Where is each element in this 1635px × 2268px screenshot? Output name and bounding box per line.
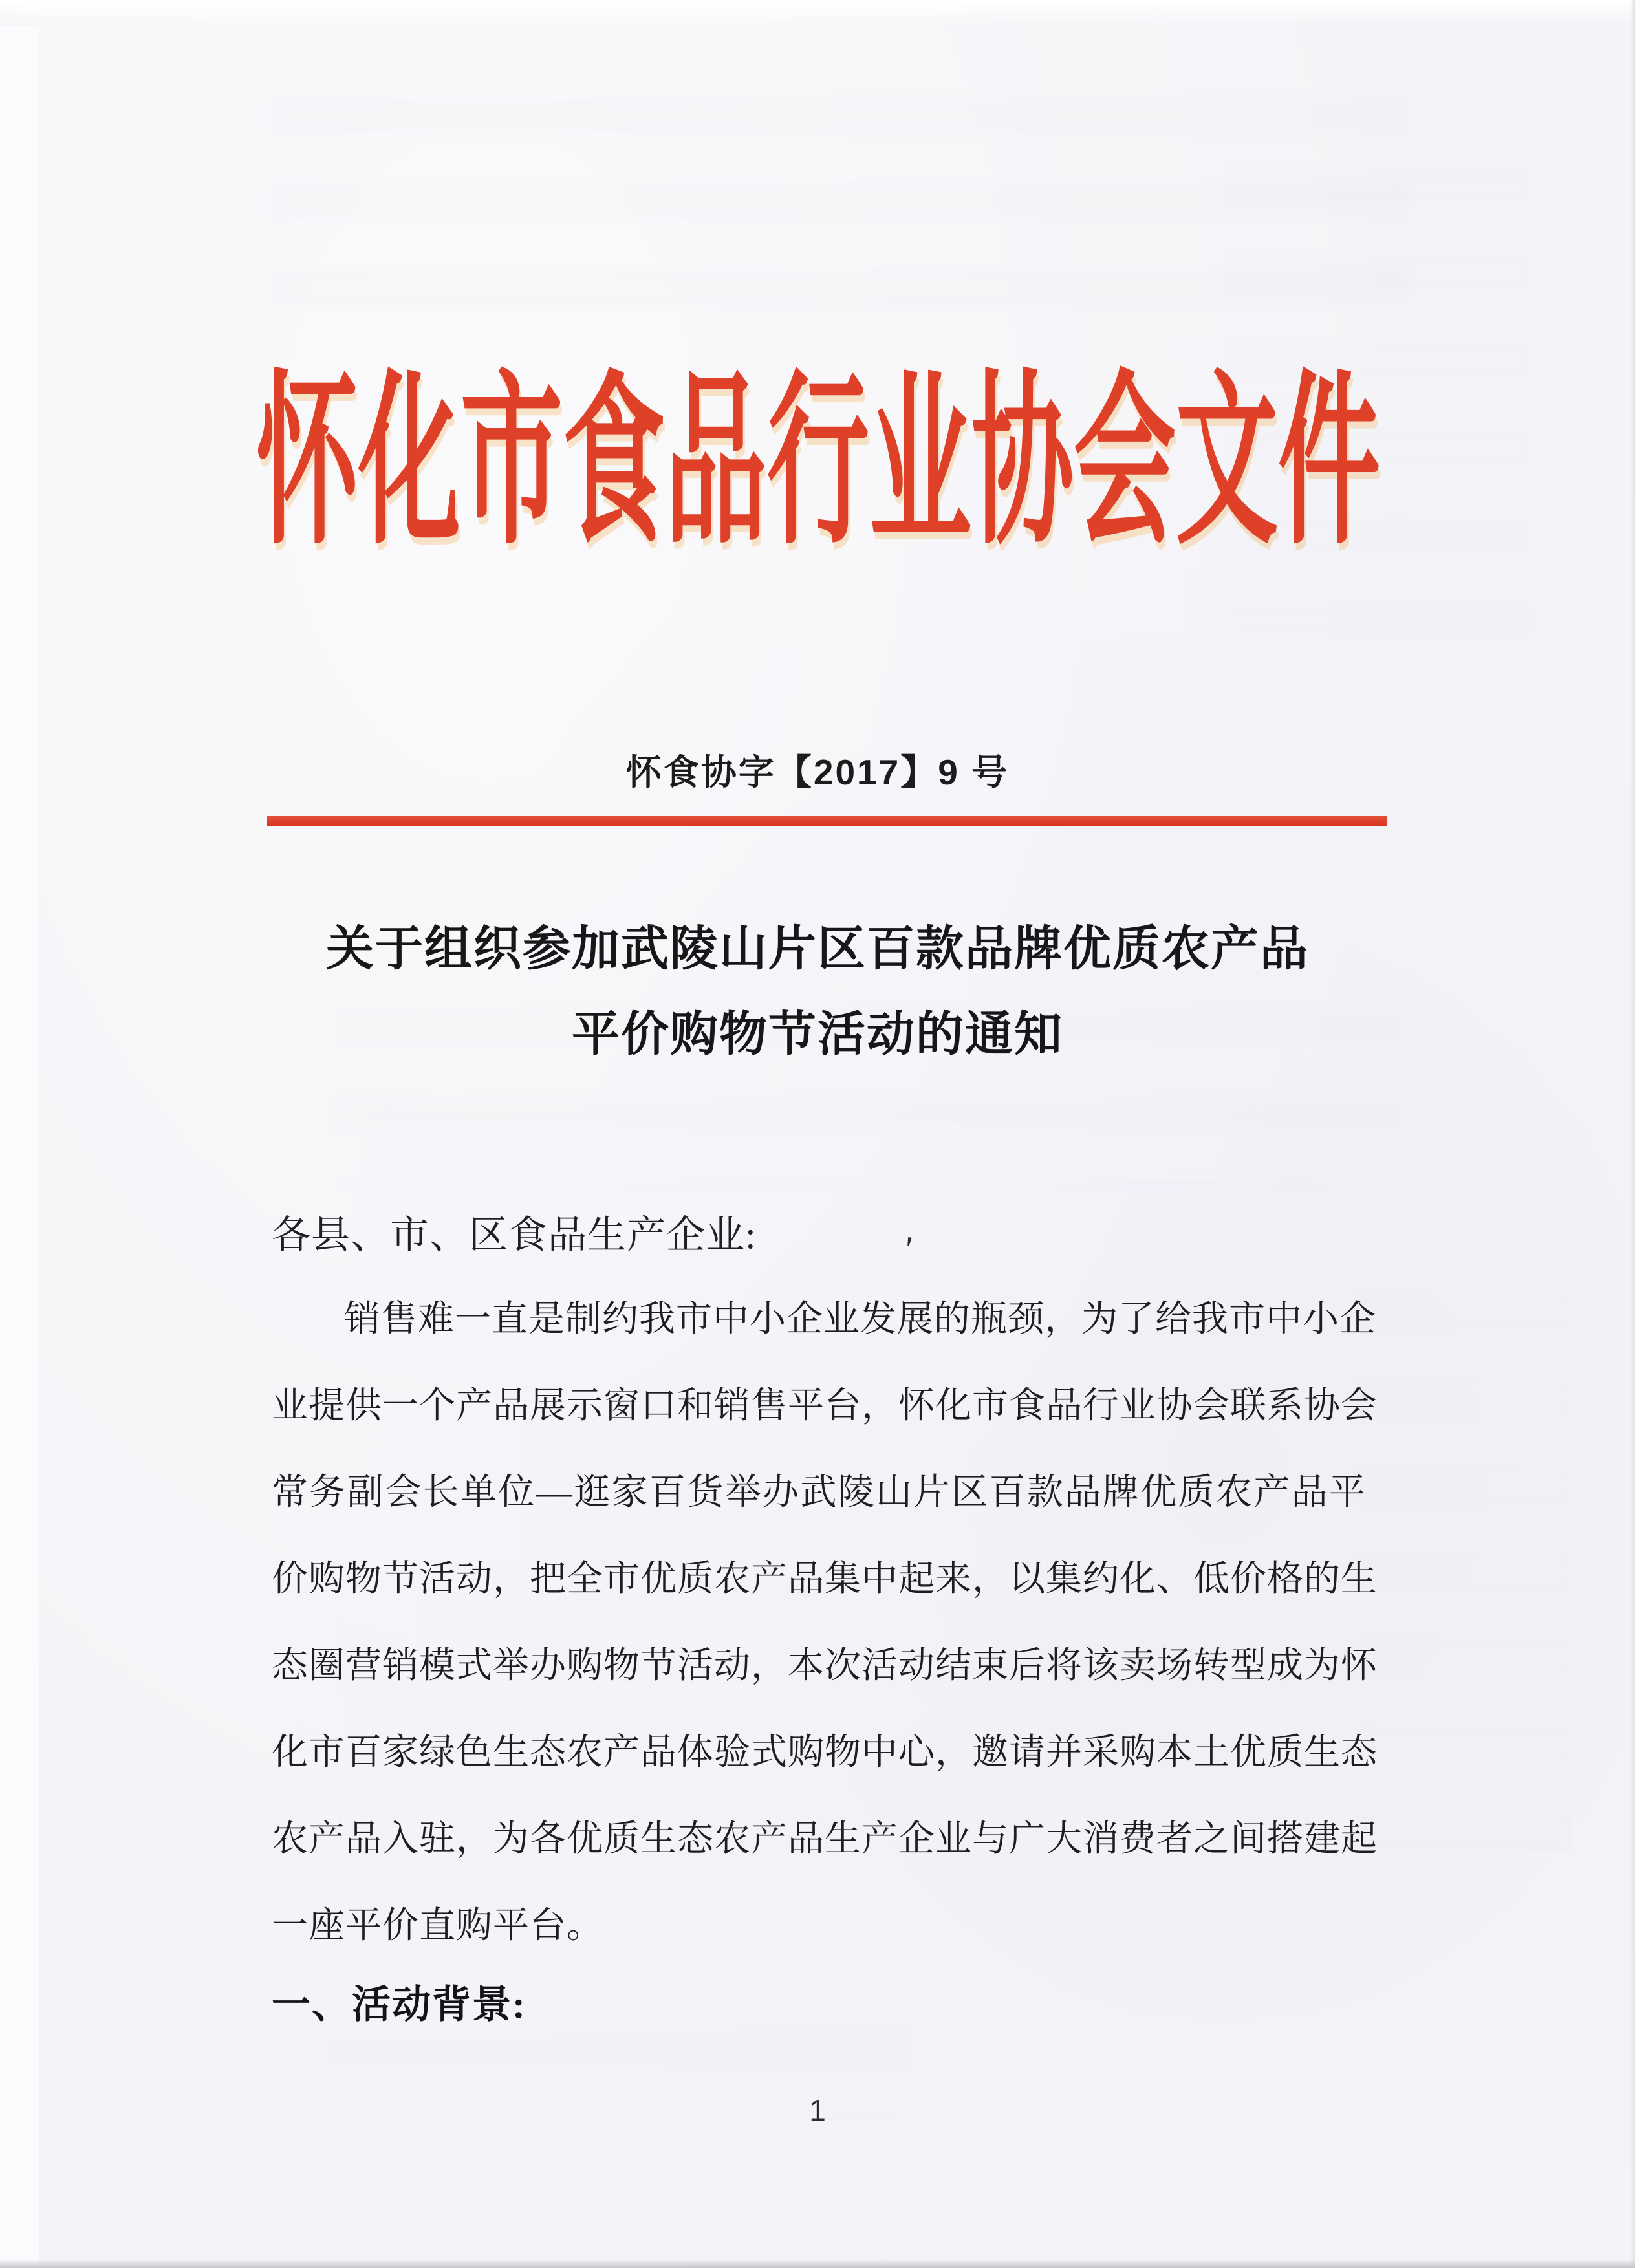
salutation-line: 各县、市、区食品生产企业: <box>272 1214 757 1257</box>
body-text-line: 业提供一个产品展示窗口和销售平台，怀化市食品行业协会联系协会 <box>272 1386 1378 1426</box>
red-separator-rule <box>267 816 1387 826</box>
body-text-line: 态圈营销模式举办购物节活动，本次活动结束后将该卖场转型成为怀 <box>272 1646 1378 1686</box>
body-text-line: 一座平价直购平台。 <box>272 1906 603 1946</box>
body-text-line: 常务副会长单位—逛家百货举办武陵山片区百款品牌优质农产品平 <box>272 1473 1366 1513</box>
body-text-line: 价购物节活动，把全市优质农产品集中起来，以集约化、低价格的生 <box>272 1559 1378 1599</box>
scan-edge-left <box>0 26 39 2268</box>
page-number: 1 <box>809 2093 826 2127</box>
section-heading-activity-background: 一、活动背景: <box>272 1983 526 2026</box>
letterhead-org-title: 怀化市食品行业协会文件 <box>256 360 1380 567</box>
document-title-line-1: 关于组织参加武陵山片区百款品牌优质农产品 <box>326 923 1309 976</box>
body-text-line: 农产品入驻，为各优质生态农产品生产企业与广大消费者之间搭建起 <box>272 1819 1378 1859</box>
document-number: 怀食协字【2017】9 号 <box>625 752 1010 792</box>
body-text-line: 销售难一直是制约我市中小企业发展的瓶颈，为了给我市中小企 <box>344 1299 1376 1339</box>
stray-scan-mark: ' <box>900 1227 916 1271</box>
bleed-through-artifact <box>1358 1293 1572 1875</box>
scan-edge-right <box>1630 0 1635 2268</box>
document-title-line-2: 平价购物节活动的通知 <box>572 1008 1063 1061</box>
scan-edge-top <box>0 0 1635 26</box>
scan-edge-bottom <box>0 2259 1635 2268</box>
body-text-line: 化市百家绿色生态农产品体验式购物中心，邀请并采购本土优质生态 <box>272 1733 1378 1773</box>
